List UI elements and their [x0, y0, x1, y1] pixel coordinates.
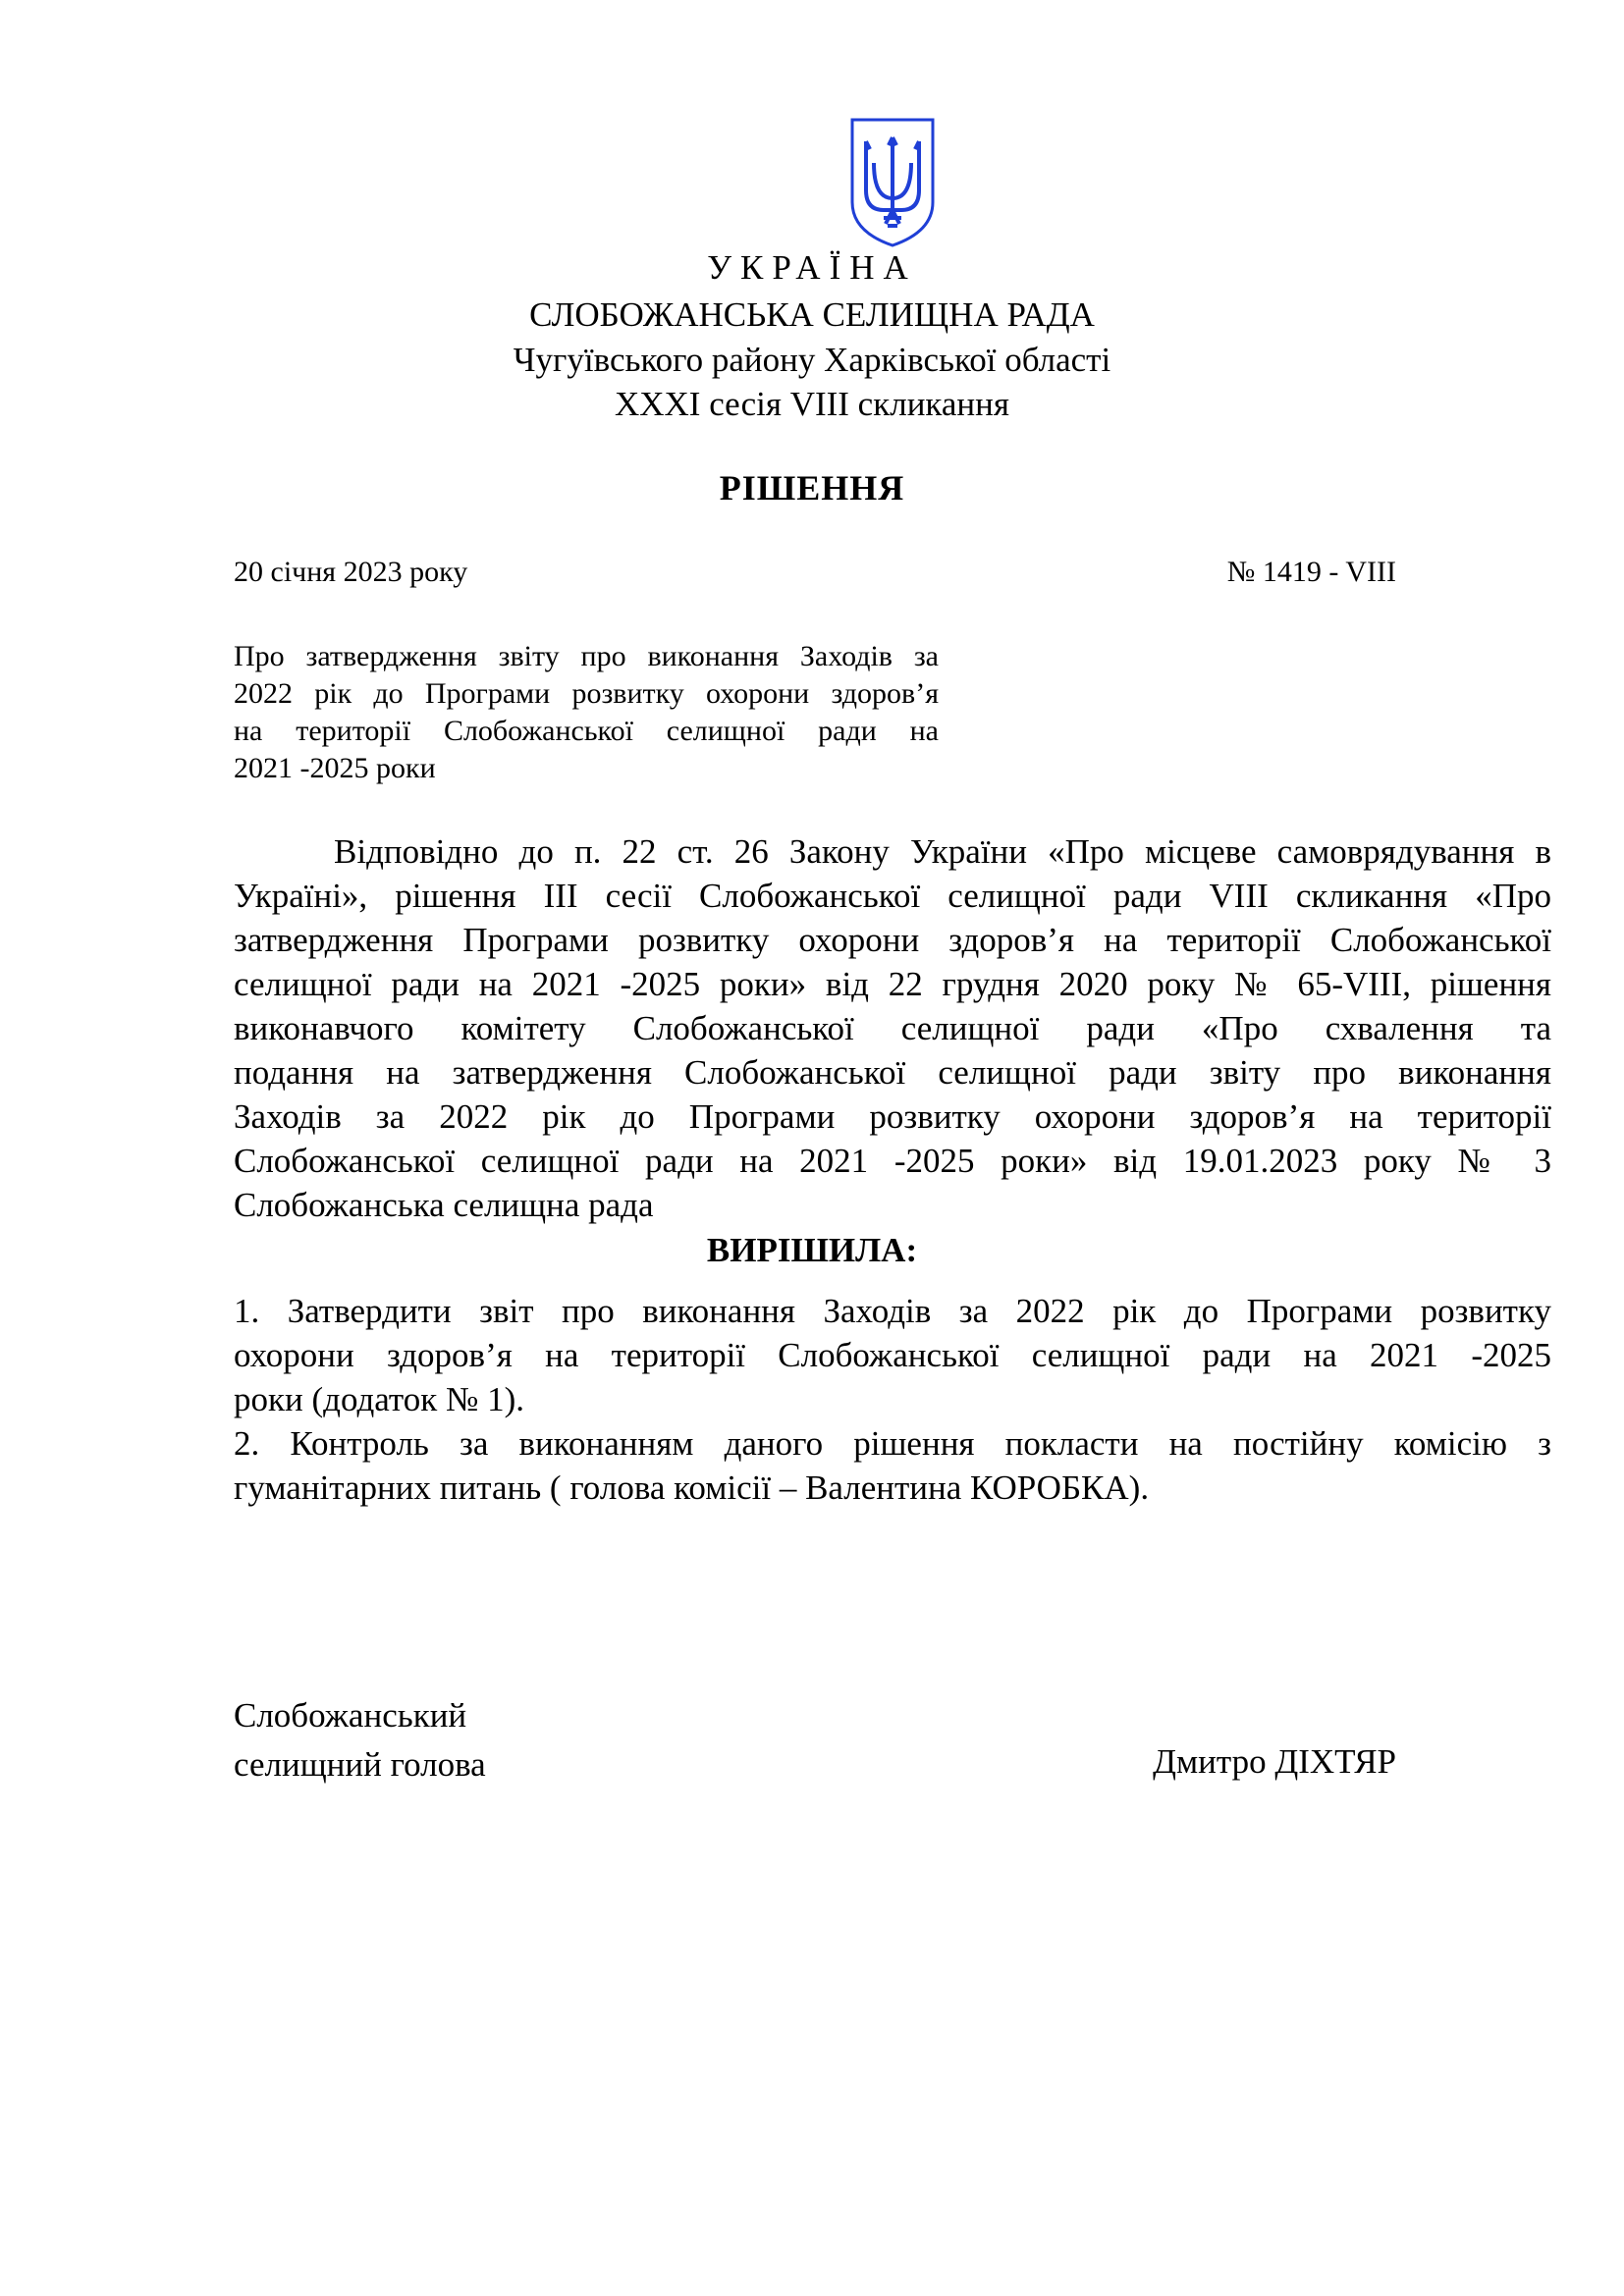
subject-line: 2021 -2025 роки [234, 752, 436, 784]
trident-coat-of-arms-icon [848, 116, 937, 248]
position-line: селищний голова [234, 1745, 486, 1784]
preamble-line: Україні», рішення ІІІ сесії Слобожанської селищної ради VIII скликання «Про [234, 877, 1551, 915]
preamble-line: Відповідно до п. 22 ст. 26 Закону України «Про місцеве самоврядування в [334, 832, 1551, 871]
country-name: УКРАЇНА [707, 248, 917, 287]
preamble-line: селищної ради на 2021 -2025 роки» від 22 грудня 2020 року № 65-VIII, рішення [234, 965, 1551, 1003]
item-line: 1. Затвердити звіт про виконання Заходів за 2022 рік до Програми розвитку [234, 1292, 1551, 1330]
signatory-name: Дмитро ДІХТЯР [1153, 1742, 1396, 1781]
item-line: роки (додаток № 1). [234, 1380, 525, 1418]
decision-number: № 1419 - VIII [1226, 556, 1396, 588]
preamble-line: Заходів за 2022 рік до Програми розвитку охорони здоров’я на території [234, 1097, 1551, 1136]
council-name: СЛОБОЖАНСЬКА СЕЛИЩНА РАДА [529, 295, 1095, 334]
item-line: гуманітарних питань ( голова комісії – Валентина КОРОБКА). [234, 1468, 1150, 1507]
position-line: Слобожанський [234, 1696, 467, 1735]
district-name: Чугуївського району Харківської області [513, 341, 1111, 379]
session-name: XXXI сесія VIII скликання [614, 385, 1009, 423]
decision-date: 20 січня 2023 року [234, 556, 468, 588]
preamble-line: затвердження Програми розвитку охорони здоров’я на території Слобожанської [234, 921, 1551, 959]
subject-line: 2022 рік до Програми розвитку охорони здоров’я [234, 677, 939, 710]
decision-subject [234, 638, 939, 787]
document-title: РІШЕННЯ [719, 468, 905, 507]
subject-line: Про затвердження звіту про виконання Заходів за [234, 640, 939, 672]
signatory-position [234, 1691, 486, 1789]
preamble-line: виконавчого комітету Слобожанської селищної ради «Про схвалення та [234, 1009, 1551, 1047]
preamble-line: Слобожанської селищної ради на 2021 -2025 роки» від 19.01.2023 року № 3 [234, 1142, 1551, 1180]
resolved-heading: ВИРІШИЛА: [706, 1231, 918, 1269]
preamble-line: Слобожанська селищна рада [234, 1186, 654, 1224]
resolution-items [234, 1289, 1551, 1510]
item-line: 2. Контроль за виконанням даного рішення покласти на постійну комісію з [234, 1424, 1551, 1463]
preamble-line: подання на затвердження Слобожанської селищної ради звіту про виконання [234, 1053, 1551, 1092]
item-line: охорони здоров’я на території Слобожанської селищної ради на 2021 -2025 [234, 1336, 1551, 1374]
preamble-paragraph [234, 829, 1551, 1227]
subject-line: на території Слобожанської селищної ради на [234, 715, 939, 747]
